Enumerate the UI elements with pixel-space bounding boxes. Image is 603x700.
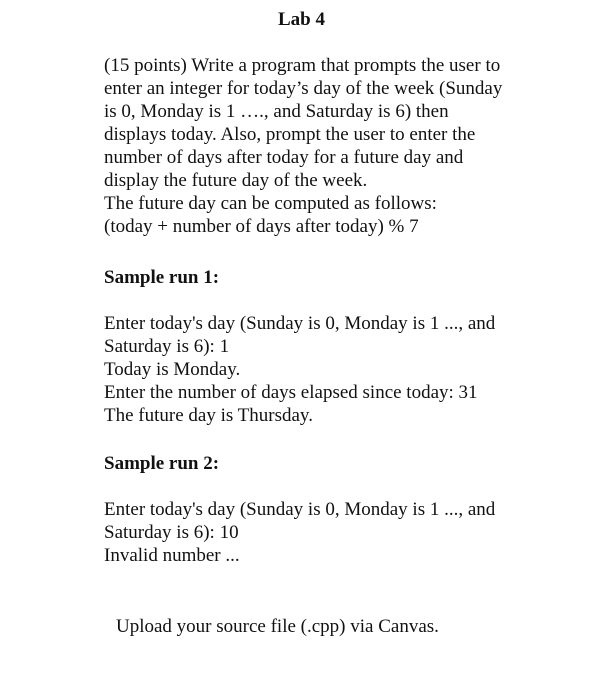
problem-line: displays today. Also, prompt the user to enter the bbox=[104, 124, 476, 145]
page-title: Lab 4 bbox=[278, 9, 325, 30]
sample-run-2-line: Invalid number ... bbox=[104, 545, 240, 566]
problem-line: The future day can be computed as follows: bbox=[104, 193, 437, 214]
sample-run-1-line: The future day is Thursday. bbox=[104, 405, 313, 426]
problem-statement bbox=[104, 54, 502, 238]
sample-run-1-line: Saturday is 6): 1 bbox=[104, 336, 230, 357]
problem-line: (today + number of days after today) % 7 bbox=[104, 216, 419, 237]
sample-run-2-line: Enter today's day (Sunday is 0, Monday is 1 ..., and bbox=[104, 499, 496, 520]
problem-line: display the future day of the week. bbox=[104, 170, 368, 191]
problem-line: enter an integer for today’s day of the week (Sunday bbox=[104, 78, 503, 99]
sample-run-1-line: Today is Monday. bbox=[104, 359, 241, 380]
problem-line: (15 points) Write a program that prompts the user to bbox=[104, 55, 501, 76]
problem-line: is 0, Monday is 1 …., and Saturday is 6) then bbox=[104, 101, 449, 122]
sample-run-2 bbox=[104, 452, 495, 567]
sample-run-1-line: Enter the number of days elapsed since today: 31 bbox=[104, 382, 478, 403]
upload-instruction: Upload your source file (.cpp) via Canvas. bbox=[116, 616, 439, 637]
sample-run-2-heading: Sample run 2: bbox=[104, 453, 220, 474]
sample-run-1-line: Enter today's day (Sunday is 0, Monday is 1 ..., and bbox=[104, 313, 496, 334]
problem-line: number of days after today for a future day and bbox=[104, 147, 464, 168]
sample-run-2-line: Saturday is 6): 10 bbox=[104, 522, 239, 543]
sample-run-1-heading: Sample run 1: bbox=[104, 267, 220, 288]
sample-run-1 bbox=[104, 266, 495, 427]
